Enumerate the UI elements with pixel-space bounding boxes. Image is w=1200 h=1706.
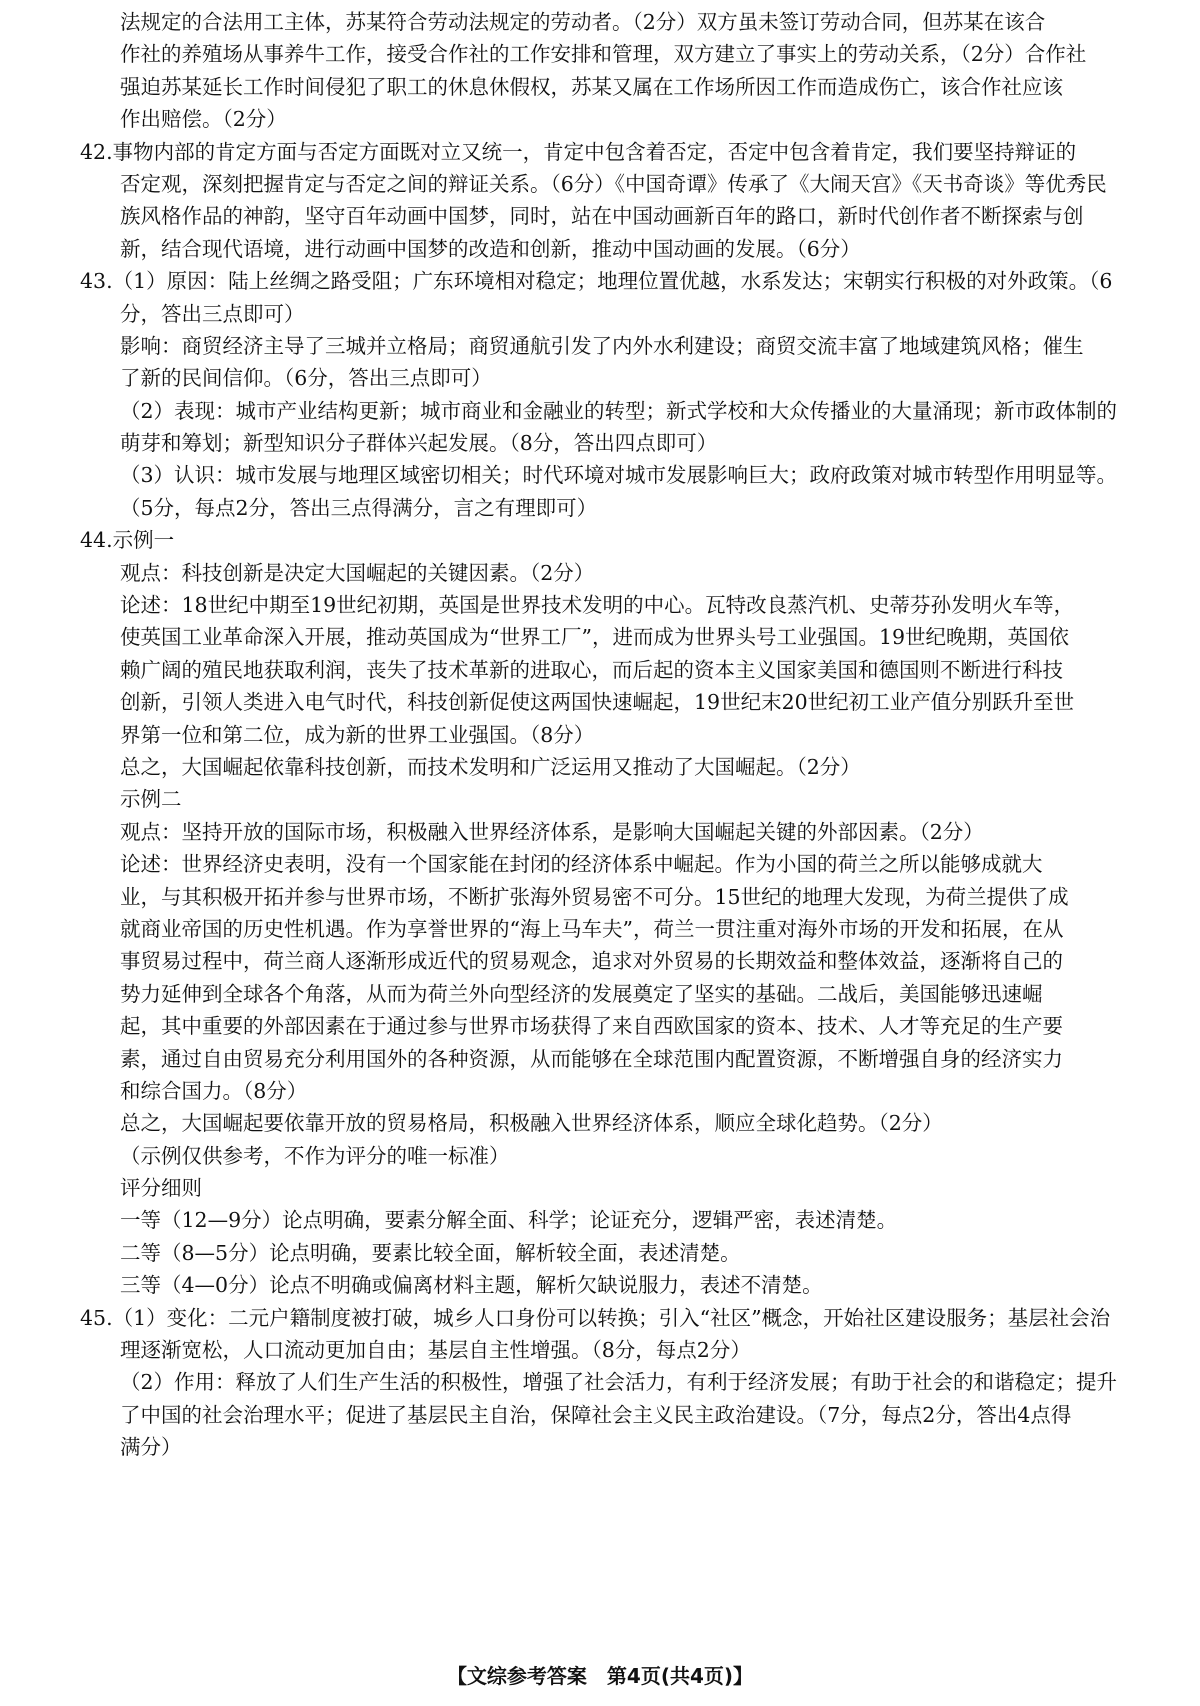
text-line: （2）作用：释放了人们生产生活的积极性，增强了社会活力，有利于经济发展；有助于社会的和谐稳定；提升	[120, 1370, 1118, 1395]
text-line: 业，与其积极开拓并参与世界市场，不断扩张海外贸易密不可分。15世纪的地理大发现，为荷兰提供了成	[120, 884, 1069, 909]
answer-document	[80, 6, 1150, 1464]
text-line: 事贸易过程中，荷兰商人逐渐形成近代的贸易观念，追求对外贸易的长期效益和整体效益，逐渐将自己的	[120, 949, 1063, 974]
text-line: 界第一位和第二位，成为新的世界工业强国。（8分）	[120, 722, 595, 747]
text-line: 素，通过自由贸易充分利用国外的各种资源，从而能够在全球范围内配置资源，不断增强自身的经济实力	[120, 1046, 1063, 1071]
text-line: 起，其中重要的外部因素在于通过参与世界市场获得了来自西欧国家的资本、技术、人才等充足的生产要	[120, 1014, 1063, 1039]
text-line: 强迫苏某延长工作时间侵犯了职工的休息休假权，苏某又属在工作场所因工作而造成伤亡，该合作社应该	[120, 74, 1063, 99]
text-line: 总之，大国崛起依靠科技创新，而技术发明和广泛运用又推动了大国崛起。（2分）	[120, 754, 861, 779]
text-line: （示例仅供参考，不作为评分的唯一标准）	[120, 1143, 510, 1168]
text-line: 观点：科技创新是决定大国崛起的关键因素。（2分）	[120, 560, 595, 585]
text-line: 使英国工业革命深入开展，推动英国成为“世界工厂”，进而成为世界头号工业强国。19世纪晚期，英国依	[120, 625, 1070, 650]
text-line: 势力延伸到全球各个角落，从而为荷兰外向型经济的发展奠定了坚实的基础。二战后，美国能够迅速崛	[120, 981, 1043, 1006]
text-line: 否定观，深刻把握肯定与否定之间的辩证关系。（6分）《中国奇谭》传承了《大闹天宫》《天书奇谈》等优秀民	[120, 171, 1107, 196]
page-footer: 【文综参考答案 第4页(共4页)】	[446, 1664, 754, 1688]
text-line: 总之，大国崛起要依靠开放的贸易格局，积极融入世界经济体系，顺应全球化趋势。（2分）	[120, 1111, 943, 1136]
text-line: 萌芽和筹划；新型知识分子群体兴起发展。（8分，答出四点即可）	[120, 431, 718, 456]
text-line: 创新，引领人类进入电气时代，科技创新促使这两国快速崛起，19世纪末20世纪初工业产值分别跃升至世	[120, 690, 1075, 715]
text-line: 作出赔偿。（2分）	[120, 107, 287, 132]
text-line: 45.（1）变化：二元户籍制度被打破，城乡人口身份可以转换；引入“社区”概念，开始社区建设服务；基层社会治	[80, 1305, 1111, 1330]
text-line: 论述：18世纪中期至19世纪初期，英国是世界技术发明的中心。瓦特改良蒸汽机、史蒂芬孙发明火车等，	[120, 593, 1075, 618]
text-line: 观点：坚持开放的国际市场，积极融入世界经济体系，是影响大国崛起关键的外部因素。（2分）	[120, 819, 984, 844]
text-line: 就商业帝国的历史性机遇。作为享誉世界的“海上马车夫”，荷兰一贯注重对海外市场的开发和拓展，在从	[120, 916, 1064, 941]
text-line: 影响：商贸经济主导了三城并立格局；商贸通航引发了内外水利建设；商贸交流丰富了地域建筑风格；催生	[120, 333, 1084, 358]
text-line: 了新的民间信仰。（6分，答出三点即可）	[120, 366, 492, 391]
text-line: （3）认识：城市发展与地理区域密切相关；时代环境对城市发展影响巨大；政府政策对城市转型作用明显等。	[120, 463, 1118, 488]
text-line: （5分，每点2分，答出三点得满分，言之有理即可）	[120, 495, 598, 520]
text-line: 族风格作品的神韵，坚守百年动画中国梦，同时，站在中国动画新百年的路口，新时代创作者不断探索与创	[120, 204, 1084, 229]
text-line: 评分细则	[120, 1176, 202, 1201]
text-line: 44.示例一	[80, 528, 175, 553]
text-line: 满分）	[120, 1435, 182, 1460]
text-line: 新，结合现代语境，进行动画中国梦的改造和创新，推动中国动画的发展。（6分）	[120, 236, 861, 261]
text-line: 法规定的合法用工主体，苏某符合劳动法规定的劳动者。（2分）双方虽未签订劳动合同，但苏某在该合	[120, 10, 1046, 34]
text-line: 和综合国力。（8分）	[120, 1078, 308, 1103]
text-line: 示例二	[120, 787, 182, 812]
text-line: 42.事物内部的肯定方面与否定方面既对立又统一，肯定中包含着否定，否定中包含着肯定，我们要坚持辩证的	[80, 139, 1077, 164]
text-line: 作社的养殖场从事养牛工作，接受合作社的工作安排和管理，双方建立了事实上的劳动关系，（2分）合作社	[120, 42, 1087, 67]
text-line: 三等（4—0分）论点不明确或偏离材料主题，解析欠缺说服力，表述不清楚。	[120, 1273, 823, 1298]
text-line: 了中国的社会治理水平；促进了基层民主自治，保障社会主义民主政治建设。（7分，每点2分，答出4点得	[120, 1402, 1072, 1427]
text-line: 分，答出三点即可）	[120, 301, 305, 326]
text-line: 二等（8—5分）论点明确，要素比较全面，解析较全面，表述清楚。	[120, 1240, 741, 1265]
text-line: 论述：世界经济史表明，没有一个国家能在封闭的经济体系中崛起。作为小国的荷兰之所以能够成就大	[120, 852, 1043, 877]
text-line: 43.（1）原因：陆上丝绸之路受阻；广东环境相对稳定；地理位置优越，水系发达；宋朝实行积极的对外政策。（6	[80, 269, 1113, 294]
text-line: 赖广阔的殖民地获取利润，丧失了技术革新的进取心，而后起的资本主义国家美国和德国则不断进行科技	[120, 657, 1063, 682]
text-line: 一等（12—9分）论点明确，要素分解全面、科学；论证充分，逻辑严密，表述清楚。	[120, 1208, 898, 1233]
text-line: （2）表现：城市产业结构更新；城市商业和金融业的转型；新式学校和大众传播业的大量涌现；新市政体制的	[120, 398, 1118, 423]
text-line: 理逐渐宽松，人口流动更加自由；基层自主性增强。（8分，每点2分）	[120, 1338, 751, 1363]
